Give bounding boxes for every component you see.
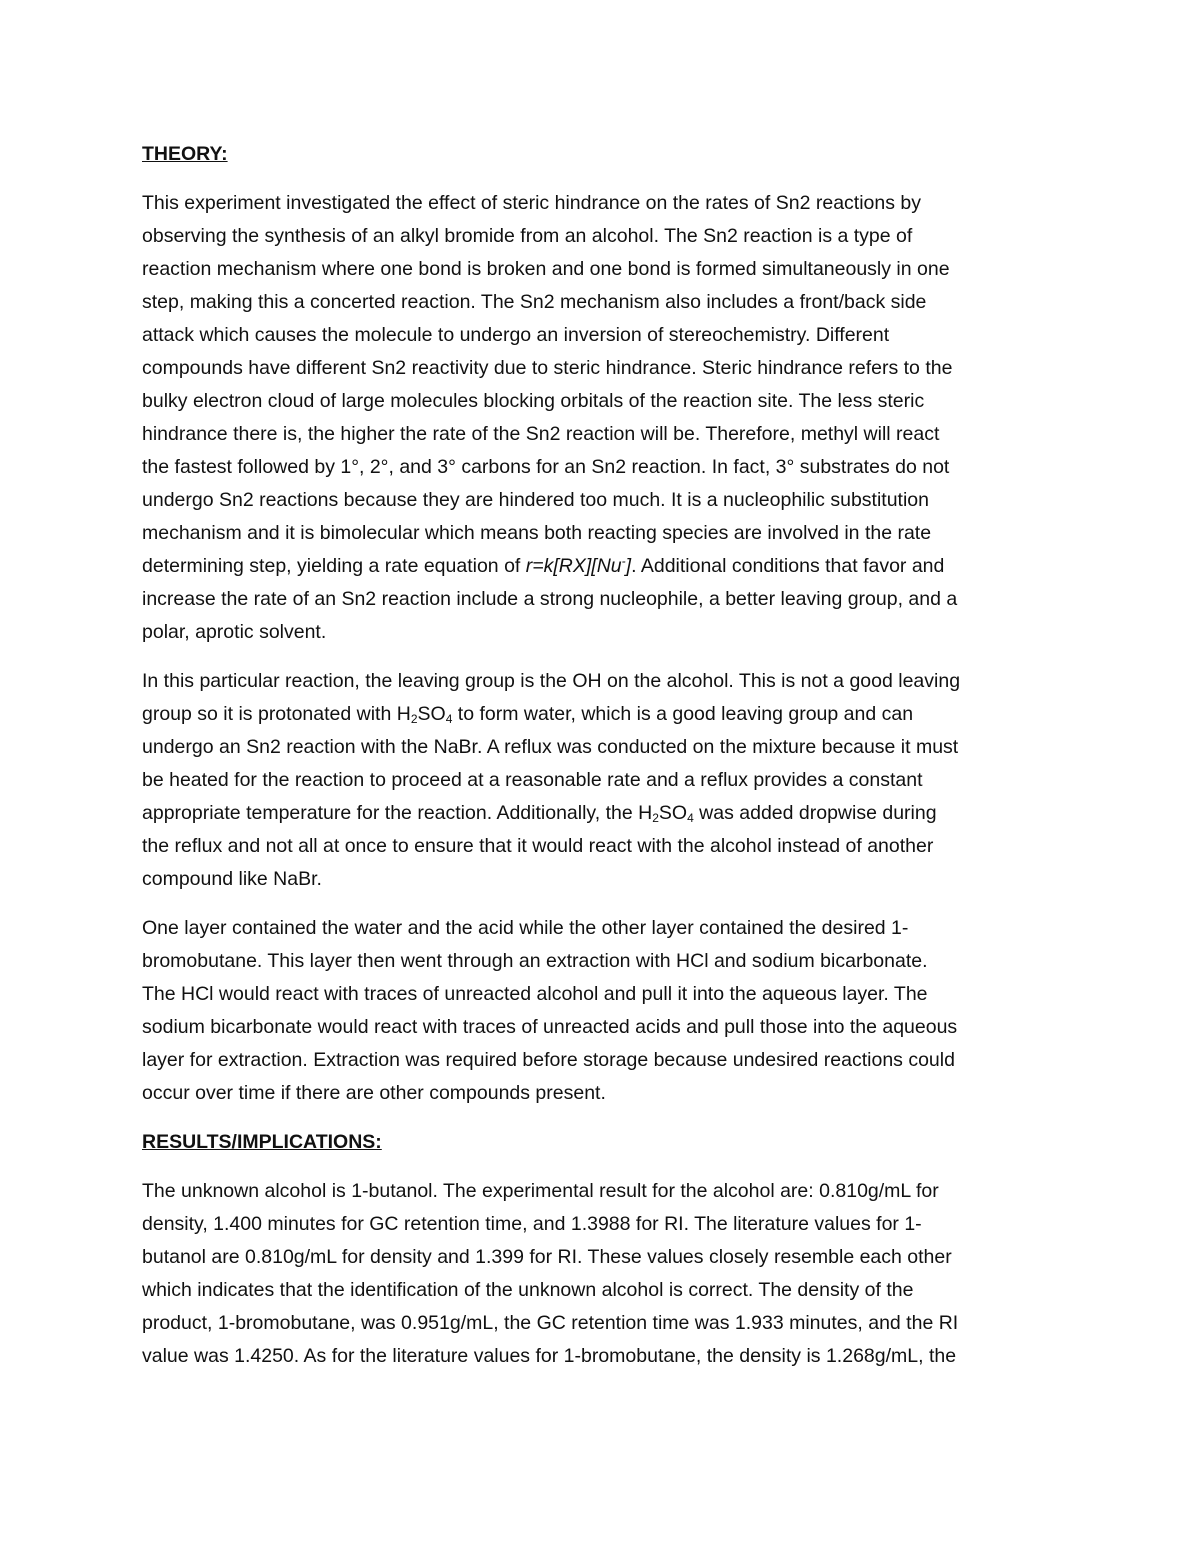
text-line: hindrance there is, the higher the rate of the Sn2 reaction will be. Therefore, methyl will react [142, 423, 940, 445]
text-line: layer for extraction. Extraction was required before storage because undesired reactions could [142, 1049, 955, 1071]
text-line: undergo an Sn2 reaction with the NaBr. A reflux was conducted on the mixture because it must [142, 736, 959, 758]
text-line: value was 1.4250. As for the literature values for 1-bromobutane, the density is 1.268g/mL, the [142, 1345, 957, 1367]
text-line: be heated for the reaction to proceed at a reasonable rate and a reflux provides a constant [142, 769, 923, 791]
text-fragment: appropriate temperature for the reaction. Additionally, the H [142, 802, 653, 824]
text-fragment: was added dropwise during [693, 802, 937, 824]
text-line: One layer contained the water and the acid while the other layer contained the desired 1- [142, 917, 909, 939]
theory-paragraph-3 [142, 912, 1054, 1110]
text-line: density, 1.400 minutes for GC retention time, and 1.3988 for RI. The literature values for 1- [142, 1213, 922, 1235]
theory-heading: THEORY: [142, 143, 228, 165]
rate-equation-text: r=k[RX][Nu [525, 555, 622, 577]
results-heading: RESULTS/IMPLICATIONS: [142, 1131, 382, 1153]
text-line [142, 698, 1054, 731]
text-line: product, 1-bromobutane, was 0.951g/mL, the GC retention time was 1.933 minutes, and the RI [142, 1312, 959, 1334]
theory-paragraph-1 [142, 187, 1054, 649]
text-line: bromobutane. This layer then went through an extraction with HCl and sodium bicarbonate. [142, 950, 928, 972]
text-line: step, making this a concerted reaction. The Sn2 mechanism also includes a front/back side [142, 291, 927, 313]
text-line: compound like NaBr. [142, 868, 322, 890]
text-line: In this particular reaction, the leaving group is the OH on the alcohol. This is not a good leaving [142, 670, 961, 692]
text-line: butanol are 0.810g/mL for density and 1.399 for RI. These values closely resemble each other [142, 1246, 952, 1268]
text-line [142, 797, 1054, 830]
rate-equation-close: ] [625, 555, 632, 577]
text-line: increase the rate of an Sn2 reaction include a strong nucleophile, a better leaving group, and a [142, 588, 958, 610]
text-line: undergo Sn2 reactions because they are hindered too much. It is a nucleophilic substitution [142, 489, 929, 511]
text-line: sodium bicarbonate would react with traces of unreacted acids and pull those into the aqueous [142, 1016, 958, 1038]
text-line: compounds have different Sn2 reactivity due to steric hindrance. Steric hindrance refers to the [142, 357, 953, 379]
rate-equation [526, 555, 631, 577]
text-line: The unknown alcohol is 1-butanol. The experimental result for the alcohol are: 0.810g/mL for [142, 1180, 939, 1202]
text-line: mechanism and it is bimolecular which means both reacting species are involved in the rate [142, 522, 932, 544]
subscript: 2 [410, 712, 418, 726]
text-fragment: SO [417, 703, 446, 725]
text-line: polar, aprotic solvent. [142, 621, 327, 643]
rate-equation-line [142, 550, 1054, 583]
theory-paragraph-2 [142, 665, 1054, 896]
text-fragment: determining step, yielding a rate equation of [142, 555, 526, 577]
text-line: reaction mechanism where one bond is broken and one bond is formed simultaneously in one [142, 258, 950, 280]
text-fragment: . Additional conditions that favor and [631, 555, 945, 577]
text-fragment: group so it is protonated with H [142, 703, 411, 725]
text-line: which indicates that the identification of the unknown alcohol is correct. The density of the [142, 1279, 914, 1301]
text-fragment: to form water, which is a good leaving group and can [452, 703, 914, 725]
text-line: observing the synthesis of an alkyl bromide from an alcohol. The Sn2 reaction is a type of [142, 225, 913, 247]
text-line: attack which causes the molecule to undergo an inversion of stereochemistry. Different [142, 324, 890, 346]
text-fragment: SO [658, 802, 688, 824]
subscript: 4 [445, 712, 453, 726]
text-line: occur over time if there are other compounds present. [142, 1082, 606, 1104]
subscript: 4 [687, 811, 694, 825]
text-line: The HCl would react with traces of unreacted alcohol and pull it into the aqueous layer. The [142, 983, 928, 1005]
document-page [142, 138, 1054, 1389]
text-line: This experiment investigated the effect of steric hindrance on the rates of Sn2 reactions by [142, 192, 921, 214]
charge-superscript: - [621, 554, 626, 568]
subscript: 2 [652, 811, 659, 825]
text-line: the reflux and not all at once to ensure that it would react with the alcohol instead of another [142, 835, 934, 857]
text-line: the fastest followed by 1°, 2°, and 3° carbons for an Sn2 reaction. In fact, 3° substrates do not [142, 456, 950, 478]
results-paragraph-1 [142, 1175, 1054, 1373]
text-line: bulky electron cloud of large molecules blocking orbitals of the reaction site. The less steric [142, 390, 925, 412]
